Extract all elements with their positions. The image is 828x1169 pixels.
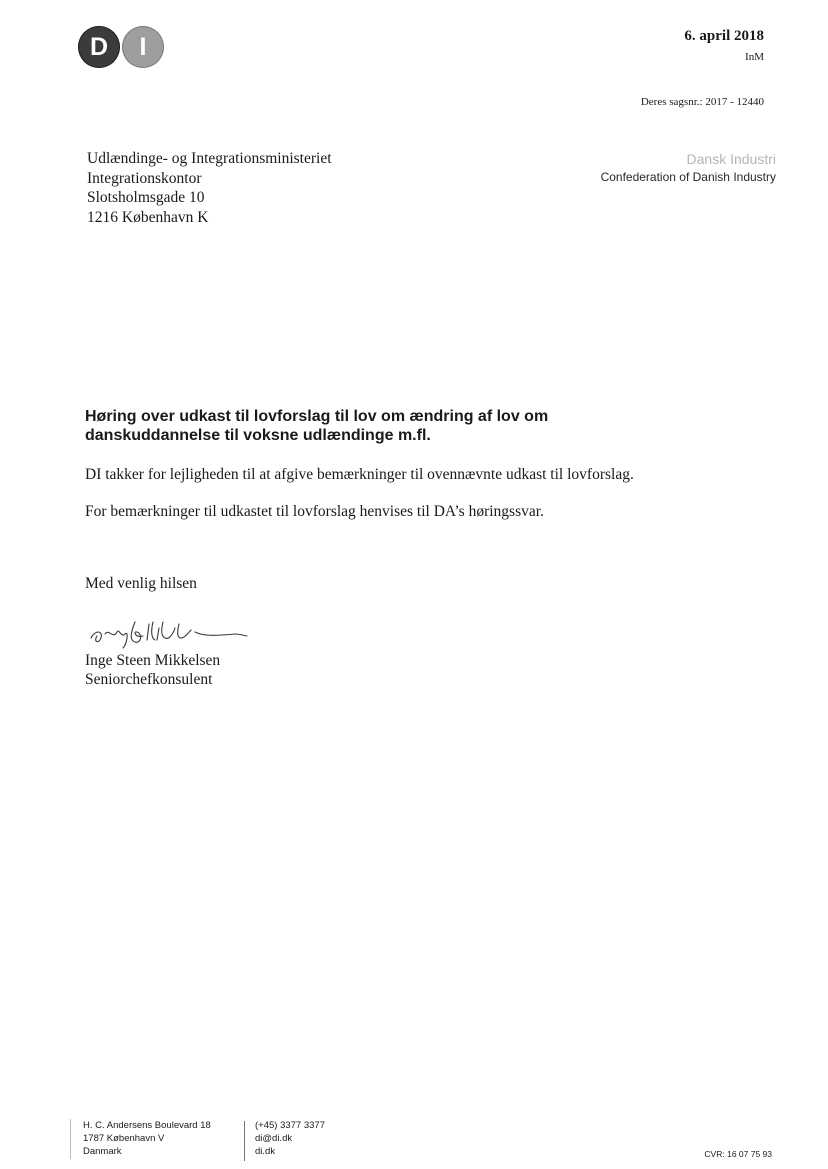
- recipient-line: Slotsholmsgade 10: [87, 189, 205, 206]
- case-number: [641, 96, 764, 108]
- footer-contact: [255, 1119, 325, 1158]
- case-number-value: 2017 - 12440: [705, 96, 764, 108]
- footer-address-line: 1787 København V: [83, 1133, 165, 1144]
- recipient-address: [87, 149, 332, 227]
- heading-line: Høring over udkast til lovforslag til lov om ændring af lov om: [85, 408, 549, 425]
- body-paragraph-2: For bemærkninger til udkastet til lovforslag henvises til DA’s høringssvar.: [85, 503, 544, 520]
- recipient-line: Integrationskontor: [87, 169, 202, 187]
- sender-initials: InM: [745, 51, 764, 63]
- organization-name: Dansk Industri: [686, 151, 776, 167]
- letter-heading: [85, 407, 705, 445]
- recipient-line: Udlændinge- og Integrationsministeriet: [87, 150, 332, 167]
- handwritten-signature: [85, 614, 250, 650]
- signer-name: Inge Steen Mikkelsen: [85, 652, 221, 669]
- heading-line: danskuddannelse til voksne udlændinge m.fl.: [85, 427, 431, 444]
- footer-email: di@di.dk: [255, 1133, 293, 1144]
- body-paragraph-1: DI takker for lejligheden til at afgive bemærkninger til ovennævnte udkast til lovforslag.: [85, 466, 634, 483]
- organization-subtitle: Confederation of Danish Industry: [600, 170, 776, 184]
- footer-left-rule: [70, 1119, 71, 1159]
- footer-phone: (+45) 3377 3377: [255, 1120, 325, 1131]
- footer-address-line: H. C. Andersens Boulevard 18: [83, 1120, 211, 1131]
- logo-letter-d: D: [78, 26, 120, 68]
- di-logo: [78, 26, 168, 70]
- recipient-line: 1216 København K: [87, 208, 209, 226]
- logo-letter-i: I: [122, 26, 164, 68]
- footer-divider: [244, 1121, 245, 1161]
- letter-date: 6. april 2018: [684, 28, 764, 44]
- closing-greeting: Med venlig hilsen: [85, 575, 197, 592]
- footer-address-line: Danmark: [83, 1146, 122, 1157]
- cvr-number: CVR: 16 07 75 93: [704, 1149, 772, 1159]
- footer-website: di.dk: [255, 1146, 276, 1157]
- signer-title: Seniorchefkonsulent: [85, 671, 213, 688]
- case-number-label: Deres sagsnr.:: [640, 96, 703, 108]
- footer-address: [83, 1119, 211, 1158]
